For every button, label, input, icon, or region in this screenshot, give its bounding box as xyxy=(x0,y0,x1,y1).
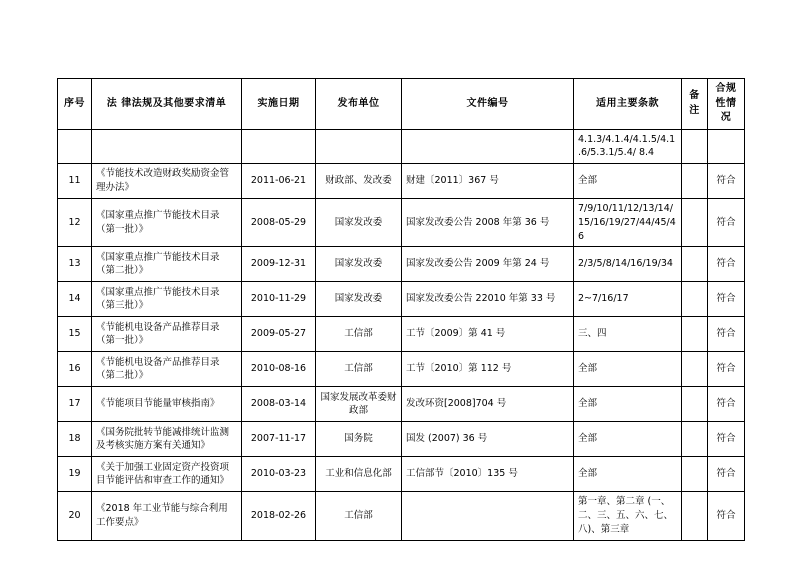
column-header-status: 合规性情况 xyxy=(708,79,745,130)
cell-status: 符合 xyxy=(708,247,745,282)
cell-issuer: 国家发改委 xyxy=(316,199,402,247)
compliance-table-container xyxy=(57,78,744,541)
cell-status: 符合 xyxy=(708,164,745,199)
cell-remark xyxy=(682,317,708,352)
cell-docno: 国家发改委公告 2009 年第 24 号 xyxy=(402,247,574,282)
cell-issuer: 国务院 xyxy=(316,422,402,457)
table-row xyxy=(58,492,745,540)
cell-docno: 国家发改委公告 22010 年第 33 号 xyxy=(402,282,574,317)
cell-date: 2010-03-23 xyxy=(242,457,316,492)
cell-date: 2008-03-14 xyxy=(242,387,316,422)
cell-issuer: 国家发改委 xyxy=(316,247,402,282)
table-row xyxy=(58,129,745,164)
cell-remark xyxy=(682,282,708,317)
cell-index: 19 xyxy=(58,457,92,492)
cell-status: 符合 xyxy=(708,199,745,247)
cell-docno: 发改环资[2008]704 号 xyxy=(402,387,574,422)
cell-status: 符合 xyxy=(708,352,745,387)
cell-issuer: 工信部 xyxy=(316,352,402,387)
cell-date: 2018-02-26 xyxy=(242,492,316,540)
cell-index: 18 xyxy=(58,422,92,457)
cell-issuer: 工信部 xyxy=(316,492,402,540)
cell-index: 15 xyxy=(58,317,92,352)
cell-name: 《国务院批转节能减排统计监测及考核实施方案有关通知》 xyxy=(92,422,242,457)
cell-issuer xyxy=(316,129,402,164)
cell-date: 2010-11-29 xyxy=(242,282,316,317)
cell-index: 16 xyxy=(58,352,92,387)
cell-name: 《节能项目节能量审核指南》 xyxy=(92,387,242,422)
cell-clauses: 全部 xyxy=(574,387,682,422)
cell-index: 20 xyxy=(58,492,92,540)
table-row xyxy=(58,164,745,199)
cell-index: 11 xyxy=(58,164,92,199)
table-header xyxy=(58,79,745,130)
cell-index: 13 xyxy=(58,247,92,282)
cell-status: 符合 xyxy=(708,492,745,540)
table-row xyxy=(58,317,745,352)
cell-name xyxy=(92,129,242,164)
table-row xyxy=(58,457,745,492)
cell-date: 2010-08-16 xyxy=(242,352,316,387)
cell-name: 《关于加强工业固定资产投资项目节能评估和审查工作的通知》 xyxy=(92,457,242,492)
cell-status: 符合 xyxy=(708,457,745,492)
cell-index: 17 xyxy=(58,387,92,422)
column-header-remark: 备注 xyxy=(682,79,708,130)
cell-remark xyxy=(682,199,708,247)
cell-name: 《国家重点推广节能技术目录（第二批）》 xyxy=(92,247,242,282)
cell-status: 符合 xyxy=(708,282,745,317)
table-row xyxy=(58,422,745,457)
cell-issuer: 国家发改委 xyxy=(316,282,402,317)
cell-name: 《节能机电设备产品推荐目录（第一批）》 xyxy=(92,317,242,352)
cell-remark xyxy=(682,387,708,422)
cell-status xyxy=(708,129,745,164)
cell-name: 《节能技术改造财政奖励资金管理办法》 xyxy=(92,164,242,199)
cell-docno xyxy=(402,492,574,540)
cell-name: 《2018 年工业节能与综合利用工作要点》 xyxy=(92,492,242,540)
cell-status: 符合 xyxy=(708,422,745,457)
cell-docno: 国发 (2007) 36 号 xyxy=(402,422,574,457)
cell-remark xyxy=(682,457,708,492)
column-header-issuer: 发布单位 xyxy=(316,79,402,130)
cell-remark xyxy=(682,247,708,282)
cell-docno: 工节〔2009〕第 41 号 xyxy=(402,317,574,352)
table-row xyxy=(58,352,745,387)
cell-remark xyxy=(682,492,708,540)
compliance-table xyxy=(57,78,745,541)
column-header-clauses: 适用主要条款 xyxy=(574,79,682,130)
cell-status: 符合 xyxy=(708,387,745,422)
cell-name: 《国家重点推广节能技术目录（第三批）》 xyxy=(92,282,242,317)
cell-clauses: 4.1.3/4.1.4/4.1.5/4.1.6/5.3.1/5.4/ 8.4 xyxy=(574,129,682,164)
cell-docno: 工信部节〔2010〕135 号 xyxy=(402,457,574,492)
cell-index: 12 xyxy=(58,199,92,247)
cell-remark xyxy=(682,129,708,164)
cell-clauses: 7/9/10/11/12/13/14/15/16/19/27/44/45/46 xyxy=(574,199,682,247)
cell-date: 2011-06-21 xyxy=(242,164,316,199)
cell-date xyxy=(242,129,316,164)
cell-clauses: 2~7/16/17 xyxy=(574,282,682,317)
cell-remark xyxy=(682,352,708,387)
cell-docno: 财建〔2011〕367 号 xyxy=(402,164,574,199)
table-row xyxy=(58,387,745,422)
cell-index: 14 xyxy=(58,282,92,317)
cell-date: 2009-05-27 xyxy=(242,317,316,352)
cell-clauses: 全部 xyxy=(574,352,682,387)
column-header-name: 法 律法规及其他要求清单 xyxy=(92,79,242,130)
table-row xyxy=(58,247,745,282)
cell-issuer: 工业和信息化部 xyxy=(316,457,402,492)
cell-issuer: 国家发展改革委财政部 xyxy=(316,387,402,422)
cell-remark xyxy=(682,164,708,199)
table-body xyxy=(58,129,745,540)
cell-date: 2007-11-17 xyxy=(242,422,316,457)
column-header-docno: 文件编号 xyxy=(402,79,574,130)
cell-name: 《节能机电设备产品推荐目录（第二批）》 xyxy=(92,352,242,387)
cell-issuer: 财政部、发改委 xyxy=(316,164,402,199)
cell-docno xyxy=(402,129,574,164)
column-header-date: 实施日期 xyxy=(242,79,316,130)
cell-remark xyxy=(682,422,708,457)
cell-docno: 国家发改委公告 2008 年第 36 号 xyxy=(402,199,574,247)
cell-date: 2008-05-29 xyxy=(242,199,316,247)
cell-index xyxy=(58,129,92,164)
cell-clauses: 全部 xyxy=(574,457,682,492)
table-row xyxy=(58,282,745,317)
cell-issuer: 工信部 xyxy=(316,317,402,352)
cell-docno: 工节〔2010〕第 112 号 xyxy=(402,352,574,387)
column-header-index: 序号 xyxy=(58,79,92,130)
cell-clauses: 三、四 xyxy=(574,317,682,352)
cell-date: 2009-12-31 xyxy=(242,247,316,282)
table-row xyxy=(58,199,745,247)
cell-name: 《国家重点推广节能技术目录（第一批）》 xyxy=(92,199,242,247)
cell-status: 符合 xyxy=(708,317,745,352)
cell-clauses: 2/3/5/8/14/16/19/34 xyxy=(574,247,682,282)
cell-clauses: 第一章、第二章 (一、二、三、五、六、七、八)、第三章 xyxy=(574,492,682,540)
table-header-row xyxy=(58,79,745,130)
cell-clauses: 全部 xyxy=(574,164,682,199)
cell-clauses: 全部 xyxy=(574,422,682,457)
